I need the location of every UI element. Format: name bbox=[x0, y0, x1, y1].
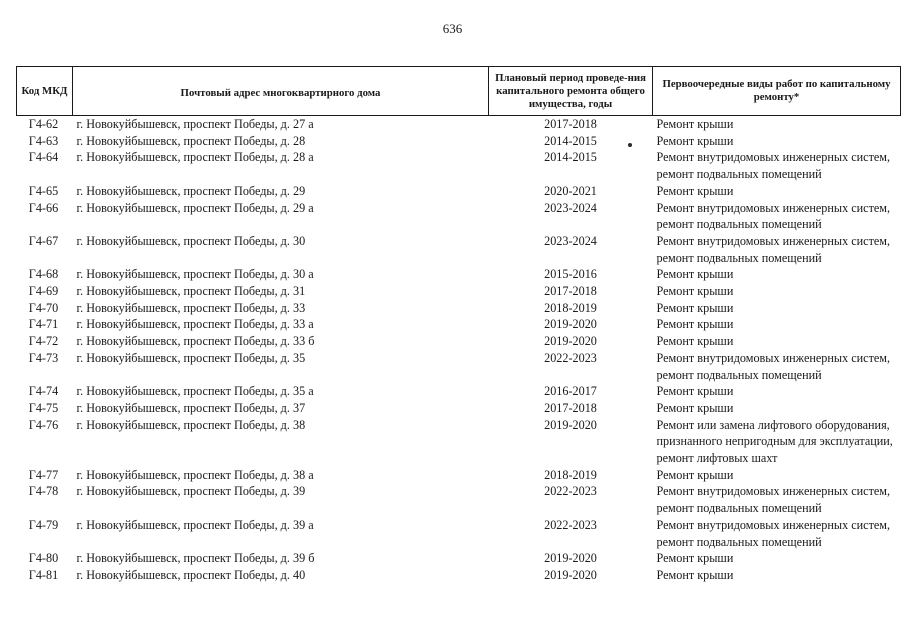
cell-code: Г4-71 bbox=[28, 317, 59, 332]
work-line: Ремонт внутридомовых инженерных систем, bbox=[656, 350, 891, 365]
table-header bbox=[17, 67, 901, 116]
cell-works bbox=[653, 483, 901, 516]
cell-code: Г4-78 bbox=[28, 484, 59, 499]
cell-code: Г4-68 bbox=[28, 267, 59, 282]
cell-works bbox=[653, 567, 901, 584]
table-row bbox=[17, 550, 901, 567]
table-body bbox=[17, 116, 901, 584]
cell-code: Г4-79 bbox=[28, 517, 59, 532]
cell-address: г. Новокуйбышевск, проспект Победы, д. 31 bbox=[76, 284, 306, 299]
cell-address: г. Новокуйбышевск, проспект Победы, д. 39 б bbox=[76, 551, 315, 566]
table-row bbox=[17, 316, 901, 333]
cell-code: Г4-77 bbox=[28, 467, 59, 482]
work-line: Ремонт крыши bbox=[656, 267, 734, 282]
cell-works bbox=[653, 467, 901, 484]
table-row bbox=[17, 116, 901, 133]
cell-period: 2020-2021 bbox=[544, 183, 597, 198]
cell-period: 2019-2020 bbox=[544, 567, 597, 582]
table-row bbox=[17, 183, 901, 200]
work-line: Ремонт крыши bbox=[656, 334, 734, 349]
table-row bbox=[17, 383, 901, 400]
cell-code: Г4-80 bbox=[28, 551, 59, 566]
cell-period: 2016-2017 bbox=[544, 384, 597, 399]
page-number: 636 bbox=[442, 21, 463, 36]
capital-repair-table bbox=[16, 66, 901, 584]
cell-code: Г4-74 bbox=[28, 384, 59, 399]
table-row bbox=[17, 200, 901, 233]
work-line: Ремонт внутридомовых инженерных систем, bbox=[656, 200, 891, 215]
cell-address: г. Новокуйбышевск, проспект Победы, д. 29 bbox=[76, 183, 306, 198]
work-line: ремонт подвальных помещений bbox=[656, 250, 822, 265]
cell-works bbox=[653, 233, 901, 266]
cell-address: г. Новокуйбышевск, проспект Победы, д. 35 а bbox=[76, 384, 314, 399]
cell-code: Г4-81 bbox=[28, 567, 59, 582]
table-row bbox=[17, 300, 901, 317]
cell-code: Г4-62 bbox=[28, 117, 59, 131]
header-period: Плановый период проведе-ния капитального ремонта общего имущества, годы bbox=[489, 67, 653, 116]
work-line: Ремонт крыши bbox=[656, 284, 734, 299]
cell-code: Г4-70 bbox=[28, 300, 59, 315]
cell-works bbox=[653, 383, 901, 400]
cell-period: 2014-2015 bbox=[544, 150, 597, 165]
cell-works bbox=[653, 200, 901, 233]
cell-address: г. Новокуйбышевск, проспект Победы, д. 33 б bbox=[76, 334, 315, 349]
cell-code: Г4-65 bbox=[28, 183, 59, 198]
cell-works bbox=[653, 149, 901, 182]
cell-works bbox=[653, 350, 901, 383]
table-row bbox=[17, 266, 901, 283]
work-line: ремонт подвальных помещений bbox=[656, 534, 822, 549]
table-row bbox=[17, 400, 901, 417]
work-line: Ремонт крыши bbox=[656, 467, 734, 482]
cell-address: г. Новокуйбышевск, проспект Победы, д. 29 а bbox=[76, 200, 314, 215]
cell-address: г. Новокуйбышевск, проспект Победы, д. 33 bbox=[76, 300, 306, 315]
table-row bbox=[17, 133, 901, 150]
table-row bbox=[17, 333, 901, 350]
work-line: Ремонт крыши bbox=[656, 567, 734, 582]
table-row bbox=[17, 350, 901, 383]
table-row bbox=[17, 467, 901, 484]
cell-works bbox=[653, 400, 901, 417]
work-line: Ремонт крыши bbox=[656, 400, 734, 415]
work-line: Ремонт крыши bbox=[656, 384, 734, 399]
cell-address: г. Новокуйбышевск, проспект Победы, д. 28 bbox=[76, 133, 306, 148]
cell-address: г. Новокуйбышевск, проспект Победы, д. 35 bbox=[76, 350, 306, 365]
cell-address: г. Новокуйбышевск, проспект Победы, д. 30 а bbox=[76, 267, 314, 282]
cell-period: 2022-2023 bbox=[544, 484, 597, 499]
cell-code: Г4-73 bbox=[28, 350, 59, 365]
cell-address: г. Новокуйбышевск, проспект Победы, д. 38 bbox=[76, 417, 306, 432]
stray-dot-mark bbox=[628, 143, 632, 147]
cell-works bbox=[653, 417, 901, 467]
cell-code: Г4-67 bbox=[28, 233, 59, 248]
cell-period: 2018-2019 bbox=[544, 467, 597, 482]
cell-period: 2022-2023 bbox=[544, 517, 597, 532]
work-line: Ремонт крыши bbox=[656, 317, 734, 332]
cell-address: г. Новокуйбышевск, проспект Победы, д. 38 а bbox=[76, 467, 314, 482]
work-line: Ремонт крыши bbox=[656, 117, 734, 131]
cell-period: 2017-2018 bbox=[544, 117, 597, 131]
cell-address: г. Новокуйбышевск, проспект Победы, д. 33 а bbox=[76, 317, 314, 332]
work-line: Ремонт внутридомовых инженерных систем, bbox=[656, 517, 891, 532]
cell-period: 2018-2019 bbox=[544, 300, 597, 315]
cell-period: 2019-2020 bbox=[544, 334, 597, 349]
work-line: Ремонт внутридомовых инженерных систем, bbox=[656, 233, 891, 248]
header-row bbox=[17, 67, 901, 116]
cell-code: Г4-66 bbox=[28, 200, 59, 215]
header-works: Первоочередные виды работ по капитальному ремонту* bbox=[653, 67, 901, 116]
cell-code: Г4-76 bbox=[28, 417, 59, 432]
cell-period: 2014-2015 bbox=[544, 133, 597, 148]
work-line: ремонт подвальных помещений bbox=[656, 501, 822, 516]
work-line: Ремонт крыши bbox=[656, 183, 734, 198]
work-line: ремонт лифтовых шахт bbox=[656, 451, 778, 466]
cell-address: г. Новокуйбышевск, проспект Победы, д. 39 а bbox=[76, 517, 314, 532]
table-row bbox=[17, 283, 901, 300]
table-row bbox=[17, 417, 901, 467]
work-line: Ремонт крыши bbox=[656, 133, 734, 148]
cell-works bbox=[653, 283, 901, 300]
cell-period: 2023-2024 bbox=[544, 233, 597, 248]
cell-period: 2017-2018 bbox=[544, 400, 597, 415]
cell-works bbox=[653, 266, 901, 283]
cell-works bbox=[653, 183, 901, 200]
cell-works bbox=[653, 316, 901, 333]
cell-address: г. Новокуйбышевск, проспект Победы, д. 39 bbox=[76, 484, 306, 499]
cell-period: 2022-2023 bbox=[544, 350, 597, 365]
cell-address: г. Новокуйбышевск, проспект Победы, д. 37 bbox=[76, 400, 306, 415]
cell-works bbox=[653, 333, 901, 350]
cell-works bbox=[653, 517, 901, 550]
header-address: Почтовый адрес многоквартирного дома bbox=[73, 67, 489, 116]
cell-code: Г4-64 bbox=[28, 150, 59, 165]
cell-address: г. Новокуйбышевск, проспект Победы, д. 28 а bbox=[76, 150, 314, 165]
work-line: Ремонт внутридомовых инженерных систем, bbox=[656, 484, 891, 499]
work-line: Ремонт крыши bbox=[656, 300, 734, 315]
cell-period: 2019-2020 bbox=[544, 551, 597, 566]
cell-code: Г4-72 bbox=[28, 334, 59, 349]
cell-period: 2019-2020 bbox=[544, 317, 597, 332]
cell-works bbox=[653, 300, 901, 317]
cell-works bbox=[653, 550, 901, 567]
cell-code: Г4-69 bbox=[28, 284, 59, 299]
work-line: признанного непригодным для эксплуатации, bbox=[656, 434, 893, 449]
work-line: Ремонт внутридомовых инженерных систем, bbox=[656, 150, 891, 165]
table-row bbox=[17, 233, 901, 266]
cell-period: 2019-2020 bbox=[544, 417, 597, 432]
cell-address: г. Новокуйбышевск, проспект Победы, д. 27 а bbox=[76, 117, 314, 131]
cell-code: Г4-63 bbox=[28, 133, 59, 148]
cell-works bbox=[653, 116, 901, 133]
cell-address: г. Новокуйбышевск, проспект Победы, д. 30 bbox=[76, 233, 306, 248]
cell-period: 2017-2018 bbox=[544, 284, 597, 299]
cell-period: 2023-2024 bbox=[544, 200, 597, 215]
work-line: ремонт подвальных помещений bbox=[656, 367, 822, 382]
work-line: ремонт подвальных помещений bbox=[656, 167, 822, 182]
cell-code: Г4-75 bbox=[28, 400, 59, 415]
table-row bbox=[17, 567, 901, 584]
table-row bbox=[17, 149, 901, 182]
table-row bbox=[17, 483, 901, 516]
work-line: ремонт подвальных помещений bbox=[656, 217, 822, 232]
work-line: Ремонт или замена лифтового оборудования, bbox=[656, 417, 890, 432]
work-line: Ремонт крыши bbox=[656, 551, 734, 566]
cell-period: 2015-2016 bbox=[544, 267, 597, 282]
cell-works bbox=[653, 133, 901, 150]
cell-address: г. Новокуйбышевск, проспект Победы, д. 40 bbox=[76, 567, 306, 582]
table-row bbox=[17, 517, 901, 550]
header-code: Код МКД bbox=[17, 67, 73, 116]
